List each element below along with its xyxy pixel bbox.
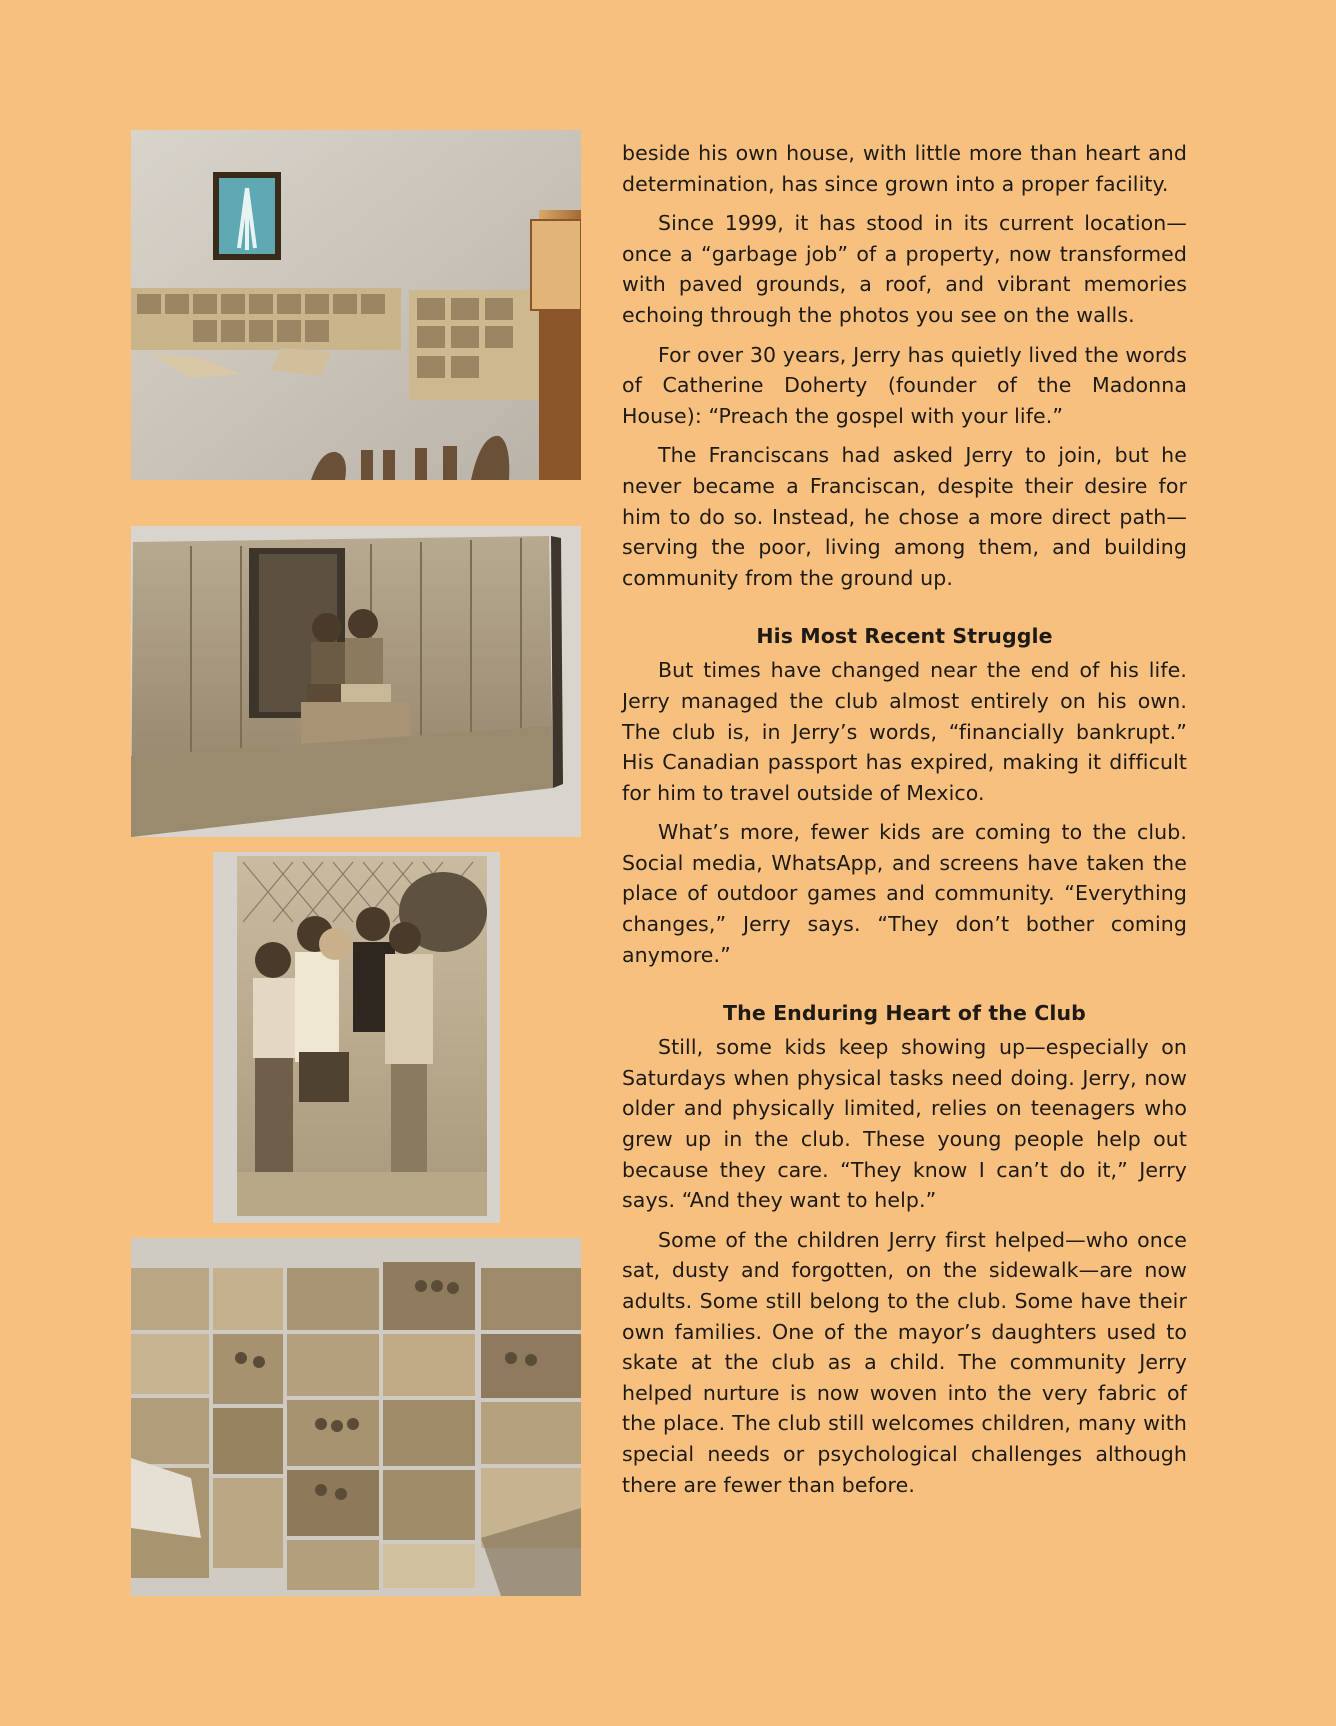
photo-group-of-children [213,852,500,1223]
paragraph-continuation: beside his own house, with little more than heart and determination, has since grown into a proper facility. [622,141,1187,196]
paragraph-location: Since 1999, it has stood in its current location—once a “garbage job” of a property, now transformed with paved grounds, a roof, and vibrant memories echoing through the photos you see on the walls. [622,211,1187,327]
paragraph-fewer-kids: What’s more, fewer kids are coming to the club. Social media, WhatsApp, and screens have taken the place of outdoor games and community. “Everything changes,” Jerry says. “They don’t bother coming anymore.” [622,820,1187,967]
paragraph-times-changed: But times have changed near the end of his life. Jerry managed the club almost entirely on his own. The club is, in Jerry’s words, “financially bankrupt.” His Canadian passport has expired, making it difficult for him to travel outside of Mexico. [622,658,1187,805]
photo-wall-with-pictures [131,130,581,480]
paragraph-kids-showing-up: Still, some kids keep showing up—especially on Saturdays when physical tasks need doing. Jerry, now older and physically limited, relies on teenagers who grew up in the club. These young people help out because they care. “They know I can’t do it,” Jerry says. “And they want to help.” [622,1035,1187,1213]
photo-collage-of-pictures [131,1238,581,1596]
paragraph-children-now-adults: Some of the children Jerry first helped—who once sat, dusty and forgotten, on the sidewalk—are now adults. Some still belong to the club. Some have their own families. One of the mayor’s daughters used to skate at the club as a child. The community Jerry helped nurture is now woven into the very fabric of the place. The club still welcomes children, many with special needs or psychological challenges although there are fewer than before. [622,1227,1187,1497]
heading-recent-struggle: His Most Recent Struggle [756,624,1053,649]
paragraph-doherty-quote: For over 30 years, Jerry has quietly lived the words of Catherine Doherty (founder of the Madonna House): “Preach the gospel with your life.” [622,342,1187,428]
article-body [622,138,1187,1509]
photo-two-boys [131,526,581,837]
heading-enduring-heart: The Enduring Heart of the Club [723,1001,1086,1026]
paragraph-franciscans: The Franciscans had asked Jerry to join, but he never became a Franciscan, despite their desire for him to do so. Instead, he chose a more direct path—serving the poor, living among them, and building community from the ground up. [622,443,1187,590]
